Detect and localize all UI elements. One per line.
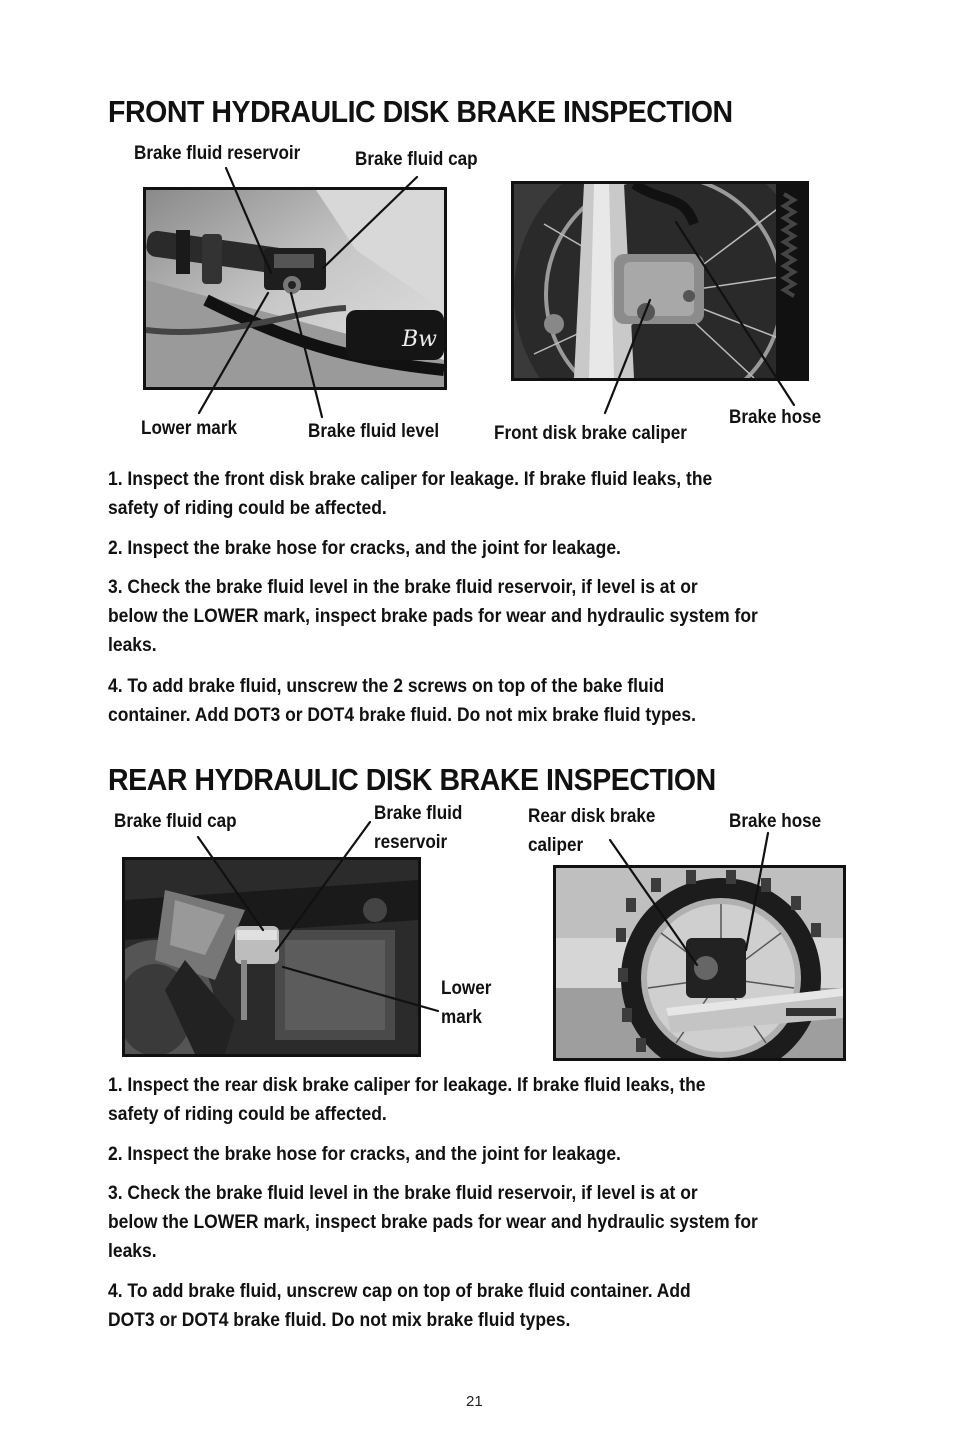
page-number: 21 <box>466 1393 483 1410</box>
label-front-cap: Brake fluid cap <box>355 149 478 170</box>
rear-caliper-photo <box>553 865 846 1061</box>
rear-section-title: REAR HYDRAULIC DISK BRAKE INSPECTION <box>108 762 716 797</box>
label-rear-lower-line2: mark <box>441 1007 482 1028</box>
rear-step-1: 1. Inspect the rear disk brake caliper for leakage. If brake fluid leaks, the safety of riding could be affected. <box>108 1075 706 1125</box>
label-rear-lower-line1: Lower <box>441 978 492 999</box>
label-rear-hose: Brake hose <box>729 811 822 832</box>
front-step-4: 4. To add brake fluid, unscrew the 2 screws on top of the bake fluid container. Add DOT3 or DOT4 brake fluid. Do not mix brake fluid types. <box>108 676 696 726</box>
front-step-2: 2. Inspect the brake hose for cracks, and the joint for leakage. <box>108 538 621 559</box>
label-rear-reservoir-line2: reservoir <box>374 832 448 853</box>
rear-step-4: 4. To add brake fluid, unscrew cap on top of brake fluid container. Add DOT3 or DOT4 brake fluid. Do not mix brake fluid types. <box>108 1281 691 1331</box>
label-rear-reservoir-line1: Brake fluid <box>374 803 463 824</box>
label-rear-caliper-line2: caliper <box>528 835 584 856</box>
front-step-1: 1. Inspect the front disk brake caliper for leakage. If brake fluid leaks, the safety of riding could be affected. <box>108 469 713 519</box>
rear-reservoir-photo <box>122 857 421 1057</box>
front-section-title: FRONT HYDRAULIC DISK BRAKE INSPECTION <box>108 94 733 129</box>
label-front-lower-mark: Lower mark <box>141 418 237 439</box>
label-rear-cap: Brake fluid cap <box>114 811 237 832</box>
label-front-fluid-level: Brake fluid level <box>308 421 440 442</box>
label-front-reservoir: Brake fluid reservoir <box>134 143 301 164</box>
label-rear-caliper-line1: Rear disk brake <box>528 806 656 827</box>
front-reservoir-photo <box>143 187 447 390</box>
rear-step-3: 3. Check the brake fluid level in the brake fluid reservoir, if level is at or below the LOWER mark, inspect brake pads for wear and hydraulic system for leaks. <box>108 1183 758 1262</box>
rear-step-2: 2. Inspect the brake hose for cracks, and the joint for leakage. <box>108 1144 621 1165</box>
front-caliper-photo <box>511 181 809 381</box>
label-front-caliper: Front disk brake caliper <box>494 423 687 444</box>
front-step-3: 3. Check the brake fluid level in the brake fluid reservoir, if level is at or below the LOWER mark, inspect brake pads for wear and hydraulic system for leaks. <box>108 577 758 656</box>
label-front-hose: Brake hose <box>729 407 822 428</box>
svg-text:Bw: Bw <box>402 327 437 352</box>
